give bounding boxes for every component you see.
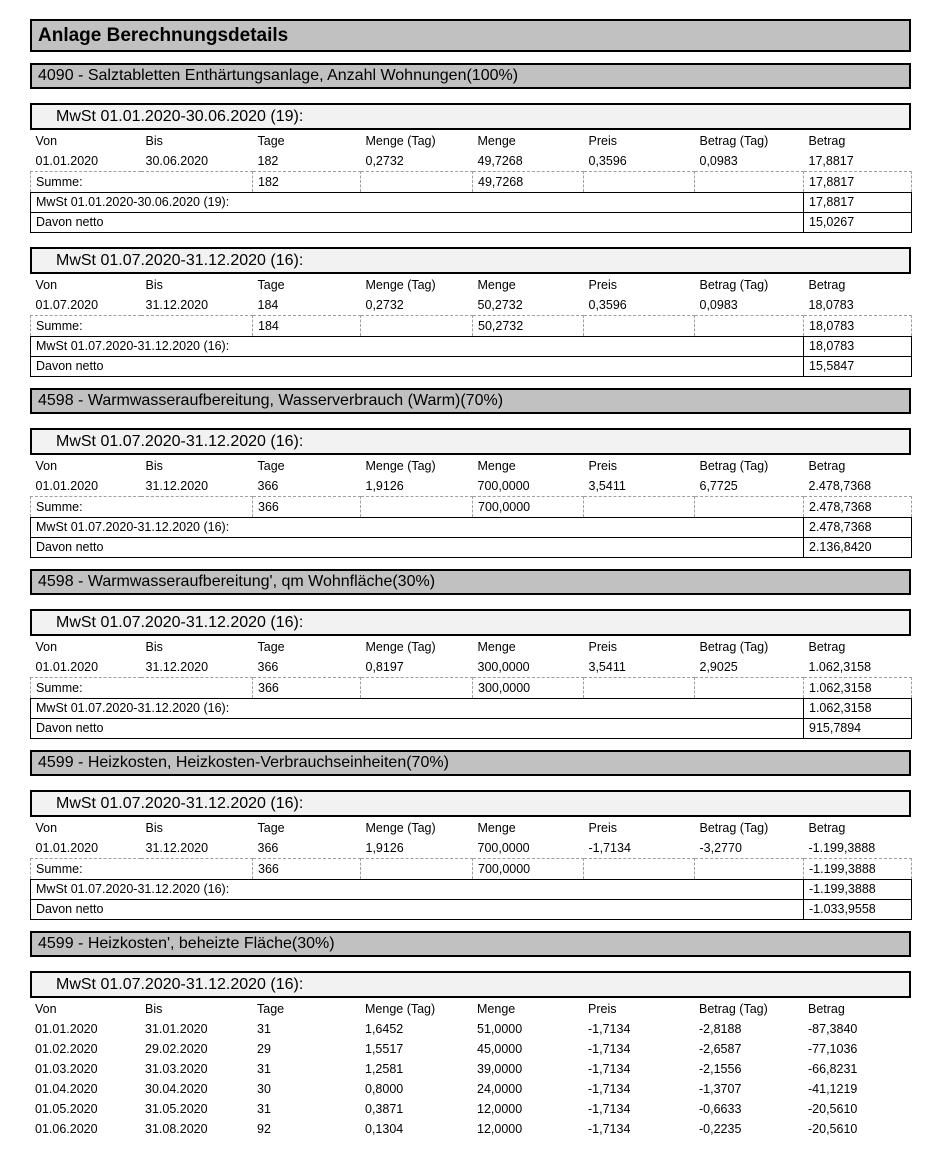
section-title: 4598 - Warmwasseraufbereitung', qm Wohnfläche(30%) (30, 569, 911, 595)
summe-cell: 700,0000 (473, 497, 584, 518)
total-value: 17,8817 (804, 193, 912, 213)
cell: -1.199,3888 (808, 841, 876, 855)
vat-table-card (30, 790, 911, 920)
column-header: Tage (257, 821, 285, 835)
cell: -87,3840 (808, 1022, 858, 1036)
summe-cell: 49,7268 (473, 172, 584, 193)
cell: 01.03.2020 (35, 1062, 98, 1076)
cell: -1,7134 (588, 1062, 631, 1076)
column-header: Menge (Tag) (365, 640, 436, 654)
vat-period-title: MwSt 01.07.2020-31.12.2020 (16): (30, 428, 911, 455)
table-row (31, 151, 912, 172)
cell: 50,2732 (477, 298, 523, 312)
summe-cell: 182 (253, 172, 361, 193)
column-header: Bis (145, 1002, 163, 1016)
column-header: Preis (588, 640, 617, 654)
column-header: Betrag (808, 640, 846, 654)
summe-cell: 17,8817 (804, 172, 912, 193)
column-header: Betrag (Tag) (699, 459, 769, 473)
cell: 2,9025 (699, 660, 738, 674)
column-header: Menge (477, 134, 516, 148)
table-row (30, 1019, 911, 1039)
summe-cell: 1.062,3158 (804, 678, 912, 699)
vat-table-card (30, 428, 911, 558)
summe-cell: 366 (253, 497, 361, 518)
account-section (30, 569, 911, 739)
vat-period-title: MwSt 01.07.2020-31.12.2020 (16): (30, 971, 911, 998)
cell: 184 (257, 298, 279, 312)
cell: -66,8231 (808, 1062, 858, 1076)
cell: 0,2732 (365, 154, 404, 168)
column-header: Menge (Tag) (365, 134, 436, 148)
cell: 31.12.2020 (145, 479, 209, 493)
cell: 30.04.2020 (145, 1082, 208, 1096)
cell: 51,0000 (477, 1022, 523, 1036)
total-row (31, 518, 912, 538)
column-header: Von (35, 134, 58, 148)
cell: 31.12.2020 (145, 841, 209, 855)
summe-cell (695, 859, 804, 880)
cell: -3,2770 (699, 841, 742, 855)
cell: -1,7134 (588, 1082, 631, 1096)
cell: 182 (257, 154, 279, 168)
total-row (31, 337, 912, 357)
summe-row (31, 316, 912, 337)
column-header: Bis (145, 459, 163, 473)
cell: 31.08.2020 (145, 1122, 208, 1136)
column-header-row (31, 818, 912, 838)
account-section (30, 750, 911, 920)
summe-cell (695, 497, 804, 518)
cell: 01.07.2020 (35, 298, 99, 312)
total-value: 2.478,7368 (804, 518, 912, 538)
summe-label: Summe: (31, 497, 253, 518)
column-header: Betrag (808, 278, 846, 292)
summe-cell: 2.478,7368 (804, 497, 912, 518)
cell: 30 (257, 1082, 271, 1096)
summe-cell: 366 (253, 678, 361, 699)
cell: 31.01.2020 (145, 1022, 208, 1036)
calc-table (30, 275, 912, 377)
netto-value: 15,0267 (804, 213, 912, 233)
cell: 17,8817 (808, 154, 854, 168)
summe-row (31, 678, 912, 699)
report-body (30, 63, 911, 1139)
cell: 12,0000 (477, 1102, 523, 1116)
cell: 92 (257, 1122, 271, 1136)
cell: -0,2235 (699, 1122, 742, 1136)
cell: -2,8188 (699, 1022, 742, 1036)
cell: -77,1036 (808, 1042, 858, 1056)
vat-table-card (30, 609, 911, 739)
column-header: Menge (Tag) (365, 821, 436, 835)
cell: 6,7725 (699, 479, 738, 493)
column-header: Von (35, 821, 58, 835)
column-header: Menge (Tag) (365, 278, 436, 292)
column-header: Menge (Tag) (365, 1002, 436, 1016)
cell: 31.12.2020 (145, 298, 209, 312)
summe-cell (584, 497, 695, 518)
calc-table (30, 637, 912, 739)
cell: 01.01.2020 (35, 841, 99, 855)
cell: 366 (257, 479, 279, 493)
column-header: Tage (257, 278, 285, 292)
total-row (31, 193, 912, 213)
table-row (30, 1099, 911, 1119)
column-header: Menge (477, 278, 516, 292)
cell: 01.02.2020 (35, 1042, 98, 1056)
section-title: 4598 - Warmwasseraufbereitung, Wasserverbrauch (Warm)(70%) (30, 388, 911, 414)
total-value: 1.062,3158 (804, 699, 912, 719)
total-label: MwSt 01.07.2020-31.12.2020 (16): (31, 337, 804, 357)
vat-period-title: MwSt 01.07.2020-31.12.2020 (16): (30, 790, 911, 817)
summe-cell (695, 678, 804, 699)
cell: 300,0000 (477, 660, 530, 674)
column-header: Tage (257, 134, 285, 148)
total-value: 18,0783 (804, 337, 912, 357)
netto-label: Davon netto (31, 357, 804, 377)
column-header: Betrag (808, 134, 846, 148)
summe-cell: 300,0000 (473, 678, 584, 699)
cell: 2.478,7368 (808, 479, 872, 493)
calc-table (30, 456, 912, 558)
column-header: Preis (588, 821, 617, 835)
column-header: Bis (145, 640, 163, 654)
table-row (31, 476, 912, 497)
table-row (30, 1059, 911, 1079)
cell: -1,3707 (699, 1082, 742, 1096)
cell: 1.062,3158 (808, 660, 872, 674)
netto-value: 15,5847 (804, 357, 912, 377)
section-title: 4599 - Heizkosten, Heizkosten-Verbrauchseinheiten(70%) (30, 750, 911, 776)
column-header-row (31, 275, 912, 295)
account-section (30, 63, 911, 377)
summe-cell: 18,0783 (804, 316, 912, 337)
summe-cell: 184 (253, 316, 361, 337)
column-header: Betrag (808, 1002, 845, 1016)
cell: -1,7134 (588, 1102, 631, 1116)
netto-label: Davon netto (31, 213, 804, 233)
summe-cell (361, 859, 473, 880)
summe-cell (361, 172, 473, 193)
column-header: Menge (477, 459, 516, 473)
cell: 12,0000 (477, 1122, 523, 1136)
column-header: Preis (588, 134, 617, 148)
cell: 39,0000 (477, 1062, 523, 1076)
cell: -20,5610 (808, 1122, 858, 1136)
netto-label: Davon netto (31, 900, 804, 920)
column-header: Bis (145, 278, 163, 292)
cell: 01.01.2020 (35, 479, 99, 493)
page-title: Anlage Berechnungsdetails (30, 19, 911, 52)
calc-table (30, 818, 912, 920)
vat-table-card (30, 103, 911, 233)
column-header: Menge (477, 640, 516, 654)
column-header: Tage (257, 1002, 285, 1016)
netto-row (31, 900, 912, 920)
cell: 01.05.2020 (35, 1102, 98, 1116)
cell: 49,7268 (477, 154, 523, 168)
cell: 1,6452 (365, 1022, 404, 1036)
total-label: MwSt 01.01.2020-30.06.2020 (19): (31, 193, 804, 213)
cell: 700,0000 (477, 841, 530, 855)
cell: 0,2732 (365, 298, 404, 312)
cell: 01.01.2020 (35, 660, 99, 674)
column-header: Menge (477, 821, 516, 835)
column-header: Betrag (808, 821, 846, 835)
summe-cell (584, 859, 695, 880)
column-header: Preis (588, 1002, 617, 1016)
netto-value: 2.136,8420 (804, 538, 912, 558)
column-header: Von (35, 278, 58, 292)
column-header: Betrag (808, 459, 846, 473)
column-header: Preis (588, 278, 617, 292)
column-header: Menge (Tag) (365, 459, 436, 473)
cell: 29.02.2020 (145, 1042, 208, 1056)
total-label: MwSt 01.07.2020-31.12.2020 (16): (31, 518, 804, 538)
summe-cell: -1.199,3888 (804, 859, 912, 880)
summe-row (31, 497, 912, 518)
cell: 0,8000 (365, 1082, 404, 1096)
account-section (30, 931, 911, 1139)
cell: -2,6587 (699, 1042, 742, 1056)
summe-cell: 700,0000 (473, 859, 584, 880)
column-header: Bis (145, 821, 163, 835)
vat-period-title: MwSt 01.07.2020-31.12.2020 (16): (30, 609, 911, 636)
cell: -1,7134 (588, 1042, 631, 1056)
total-label: MwSt 01.07.2020-31.12.2020 (16): (31, 880, 804, 900)
section-title: 4090 - Salztabletten Enthärtungsanlage, Anzahl Wohnungen(100%) (30, 63, 911, 89)
cell: 0,1304 (365, 1122, 404, 1136)
summe-cell (695, 316, 804, 337)
cell: -41,1219 (808, 1082, 858, 1096)
cell: 01.01.2020 (35, 1022, 98, 1036)
table-row (31, 295, 912, 316)
netto-row (31, 357, 912, 377)
column-header: Von (35, 459, 58, 473)
netto-value: 915,7894 (804, 719, 912, 739)
netto-value: -1.033,9558 (804, 900, 912, 920)
netto-label: Davon netto (31, 538, 804, 558)
cell: 01.04.2020 (35, 1082, 98, 1096)
cell: -0,6633 (699, 1102, 742, 1116)
column-header-row (31, 637, 912, 657)
cell: 31 (257, 1062, 271, 1076)
column-header: Betrag (Tag) (699, 640, 769, 654)
total-row (31, 880, 912, 900)
cell: 700,0000 (477, 479, 530, 493)
netto-row (31, 538, 912, 558)
summe-cell: 50,2732 (473, 316, 584, 337)
summe-row (31, 172, 912, 193)
total-value: -1.199,3888 (804, 880, 912, 900)
cell: 0,3596 (588, 154, 627, 168)
cell: 0,0983 (699, 154, 738, 168)
column-header: Von (35, 1002, 57, 1016)
netto-row (31, 719, 912, 739)
cell: 0,0983 (699, 298, 738, 312)
cell: 0,8197 (365, 660, 404, 674)
cell: 366 (257, 841, 279, 855)
cell: 31.05.2020 (145, 1102, 208, 1116)
cell: 1,5517 (365, 1042, 404, 1056)
calc-table (30, 131, 912, 233)
summe-cell (584, 678, 695, 699)
cell: -1,7134 (588, 841, 631, 855)
total-row (31, 699, 912, 719)
cell: 30.06.2020 (145, 154, 209, 168)
cell: -2,1556 (699, 1062, 742, 1076)
summe-label: Summe: (31, 316, 253, 337)
netto-label: Davon netto (31, 719, 804, 739)
cell: 01.06.2020 (35, 1122, 98, 1136)
table-row (30, 1039, 911, 1059)
summe-cell (584, 316, 695, 337)
cell: -1,7134 (588, 1122, 631, 1136)
total-label: MwSt 01.07.2020-31.12.2020 (16): (31, 699, 804, 719)
column-header: Betrag (Tag) (699, 278, 769, 292)
column-header-row (31, 456, 912, 476)
vat-period-title: MwSt 01.01.2020-30.06.2020 (19): (30, 103, 911, 130)
cell: 1,9126 (365, 841, 404, 855)
cell: 24,0000 (477, 1082, 523, 1096)
column-header: Menge (477, 1002, 516, 1016)
cell: 3,5411 (588, 660, 626, 674)
summe-label: Summe: (31, 859, 253, 880)
cell: 01.01.2020 (35, 154, 99, 168)
summe-row (31, 859, 912, 880)
cell: 1,9126 (365, 479, 404, 493)
column-header-row (30, 999, 911, 1019)
summe-label: Summe: (31, 172, 253, 193)
summe-cell (361, 497, 473, 518)
table-row (31, 657, 912, 678)
cell: 31 (257, 1102, 271, 1116)
column-header: Von (35, 640, 58, 654)
column-header: Bis (145, 134, 163, 148)
cell: 31.12.2020 (145, 660, 209, 674)
cell: 29 (257, 1042, 271, 1056)
column-header: Betrag (Tag) (699, 821, 769, 835)
summe-cell (361, 316, 473, 337)
column-header: Betrag (Tag) (699, 134, 769, 148)
cell: 366 (257, 660, 279, 674)
cell: 0,3871 (365, 1102, 404, 1116)
column-header: Preis (588, 459, 617, 473)
cell: 1,2581 (365, 1062, 404, 1076)
cell: 31 (257, 1022, 271, 1036)
cell: -1,7134 (588, 1022, 631, 1036)
cell: 3,5411 (588, 479, 626, 493)
table-row (30, 1119, 911, 1139)
cell: 45,0000 (477, 1042, 523, 1056)
section-title: 4599 - Heizkosten', beheizte Fläche(30%) (30, 931, 911, 957)
cell: -20,5610 (808, 1102, 858, 1116)
netto-row (31, 213, 912, 233)
summe-cell (695, 172, 804, 193)
cell: 31.03.2020 (145, 1062, 208, 1076)
summe-cell (584, 172, 695, 193)
column-header-row (31, 131, 912, 151)
cell: 18,0783 (808, 298, 854, 312)
cell: 0,3596 (588, 298, 627, 312)
column-header: Betrag (Tag) (699, 1002, 768, 1016)
vat-period-title: MwSt 01.07.2020-31.12.2020 (16): (30, 247, 911, 274)
summe-cell (361, 678, 473, 699)
calc-table (30, 999, 911, 1139)
column-header: Tage (257, 640, 285, 654)
summe-cell: 366 (253, 859, 361, 880)
summe-label: Summe: (31, 678, 253, 699)
column-header: Tage (257, 459, 285, 473)
account-section (30, 388, 911, 558)
vat-table-card (30, 247, 911, 377)
table-row (30, 1079, 911, 1099)
vat-table-card (30, 971, 911, 1139)
table-row (31, 838, 912, 859)
